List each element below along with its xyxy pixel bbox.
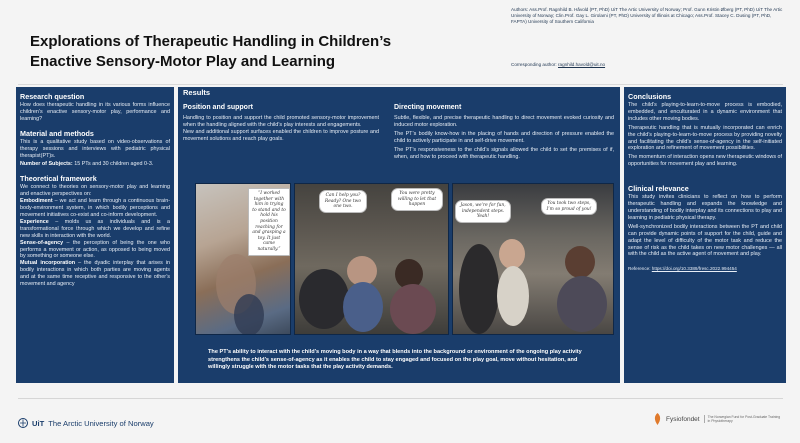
subjects-label: Number of Subjects: [20, 161, 73, 168]
pt-quote-standing: “I worked together with him in trying to stand and to hold his position reaching for and grasping a toy. It just came naturally.” [248, 188, 290, 256]
clinical-relevance-p2: Well-synchronized bodily interactions between the PT and child can provide dynamic points of support for the child, guide and adapt the level of difficulty of the motor task and reduce the sense of risk as the child takes on new motor challenges — all with the child as the active agent of movement and play. [628, 223, 782, 258]
subjects-value: 15 PTs and 30 children aged 0-3. [74, 161, 154, 168]
subjects-text [20, 161, 170, 168]
sense-of-agency-desc: – the perception of being the one who performs a movement or action, as opposed to being moved by something or someone else. [20, 239, 170, 260]
embodiment-desc: – we act and learn through a continuous brain-body-environment system, in which bodily perceptions and movement initiatives co-exist and co-inform development. [20, 198, 170, 218]
authors-text: Authors: Ass.Prof. Ragnhild B. Håvold (PT, PhD) UiT The Artic University of Norway; Prof. Gunn Kristin Øberg (PT, PhD) UiT The Artic University of Norway; Clin.Prof. Gay L. Girolami (PT, PhD) University of Illinois at Chicago; Ass.Prof. Stacey C. Dusing (PT, PhD, FAPTA) University of Southern California [511, 7, 783, 24]
reference [628, 266, 782, 271]
title-line-2: Enactive Sensory-Motor Play and Learning [30, 53, 336, 70]
footer-divider [18, 398, 783, 399]
position-support-p1: Handling to position and support the child promoted sensory-motor improvement when the handling aligned with the child’s play interests and engagements. [183, 115, 379, 128]
reference-label: Reference: [628, 266, 651, 272]
results-caption: The PT’s ability to interact with the child’s moving body in a way that blends into the background or environment of the ongoing play activity strengthens the child’s sense-of-agency as it enables the child to stay engaged and focused on the play goal, move without hesitation, and willingly struggle with the motor tasks that the play activity demands. [208, 349, 582, 371]
theoretical-framework-intro: We connect to theories on sensory-motor play and learning and enactive perspectives on: [20, 184, 170, 198]
material-methods-heading: Material and methods [20, 128, 94, 138]
fysiofondet-logo-block [653, 412, 782, 426]
reference-doi-link[interactable]: https://doi.org/10.3389/fresc.2022.994454 [651, 266, 737, 272]
results-panel [178, 87, 620, 383]
mutual-incorporation-desc: – the dyadic interplay that arises in bodily interactions in which both parties are moving agents and at the same time receptive and responsive to the other’s movement and agency [20, 260, 170, 288]
title-line-1: Explorations of Therapeutic Handling in Children’s [30, 33, 392, 50]
corresponding-email-link[interactable]: ragnhild.havold@uit.no [558, 62, 606, 67]
header-divider [18, 84, 783, 85]
right-panel [624, 87, 786, 383]
left-panel [16, 87, 174, 383]
material-methods-text: This is a qualitative study based on video-observations of therapy sessions and interviews with pediatric physical therapist(PT)s. [20, 138, 170, 159]
uit-logo-text: The Arctic University of Norway [48, 418, 154, 428]
therapy-photo-standing-child [195, 183, 291, 335]
therapy-photo-couch-play [294, 183, 449, 335]
research-question-text: How does therapeutic handling in its various forms influence children’s enactive sensory-motor play, performance and learning? [20, 102, 170, 122]
sense-of-agency-text [20, 240, 170, 261]
clinical-relevance-p1: This study invites clinicians to reflect on how to perform therapeutic handling and expands the knowledge and understanding of bodily interplay and its connections to play and learning in pediatric physical therapy. [628, 194, 782, 221]
embodiment-text [20, 198, 170, 219]
directing-movement-p1: Subtle, flexible, and precise therapeutic handling to direct movement evoked curiosity and induced motor exploration. [394, 115, 614, 128]
pt-quote-proud: You took two steps, I’m so proud of you! [541, 198, 597, 215]
pt-quote-help: Can I help you? Ready? One two one two. [319, 190, 367, 213]
sense-of-agency-label: Sense-of-agency [20, 239, 64, 246]
uit-logo-icon [18, 418, 28, 428]
mutual-incorporation-text [20, 260, 170, 288]
directing-movement-p3: The PT’s responsiveness to the child’s signals allowed the child to set the premises of if, when, and how to proceed with therapeutic handling. [394, 146, 614, 160]
pt-quote-willing: You were pretty willing to let that happen [391, 188, 443, 211]
mutual-incorporation-label: Mutual incorporation [20, 260, 76, 267]
position-support-column [183, 101, 379, 143]
corresponding-label: Corresponding author: [511, 62, 557, 67]
experience-text [20, 219, 170, 240]
experience-label: Experience [20, 218, 49, 225]
research-question-heading: Research question [20, 92, 85, 101]
results-heading: Results [183, 88, 211, 97]
poster-title [30, 32, 450, 72]
corresponding-author [511, 62, 786, 67]
directing-movement-column [394, 101, 614, 160]
fysiofondet-subtitle: The Norwegian Fund for Post-Graduate Training in Physiotherapy [704, 415, 782, 423]
position-support-heading: Position and support [183, 104, 253, 111]
conclusions-p3: The momentum of interaction opens new therapeutic windows of opportunities for movement play and learning. [628, 154, 783, 168]
conclusions-heading: Conclusions [628, 92, 672, 101]
conclusions-p1: The child’s playing-to-learn-to-move process is embodied, embedded, and enculturated in a dynamic environment that includes other moving bodies. [628, 102, 782, 122]
position-support-p2: New and additional support surfaces enabled the children to improve posture and movement solutions and reach play goals. [183, 128, 379, 142]
pt-quote-steps: Jason, we’re for fun, independent steps. Yeah! [455, 200, 511, 223]
uit-logo-block [18, 418, 154, 428]
directing-movement-heading: Directing movement [394, 104, 462, 111]
theoretical-framework-heading: Theoretical framework [20, 174, 97, 184]
conclusions-p2: Therapeutic handling that is mutually incorporated can enrich the child’s playing-to-learn-to-move process by providing novelty and facilitating the child’s sense-of-agency in the self-initiated exploration and refinement of movement possibilities. [628, 124, 782, 152]
therapy-photo-walking [452, 183, 614, 335]
embodiment-label: Embodiment [20, 198, 53, 205]
experience-desc: – molds us as individuals and is a transformational force through which we develop and refine new skills in interaction with the world. [20, 218, 171, 239]
fysiofondet-name: Fysiofondet [666, 415, 700, 423]
directing-movement-p2: The PT’s bodily know-how in the placing of hands and direction of pressure enabled the child to actively participate in and self-drive movement. [394, 130, 614, 144]
clinical-relevance-heading: Clinical relevance [628, 184, 689, 194]
uit-logo-bold: UiT [32, 418, 45, 428]
fysiofondet-logo-icon [653, 412, 662, 426]
